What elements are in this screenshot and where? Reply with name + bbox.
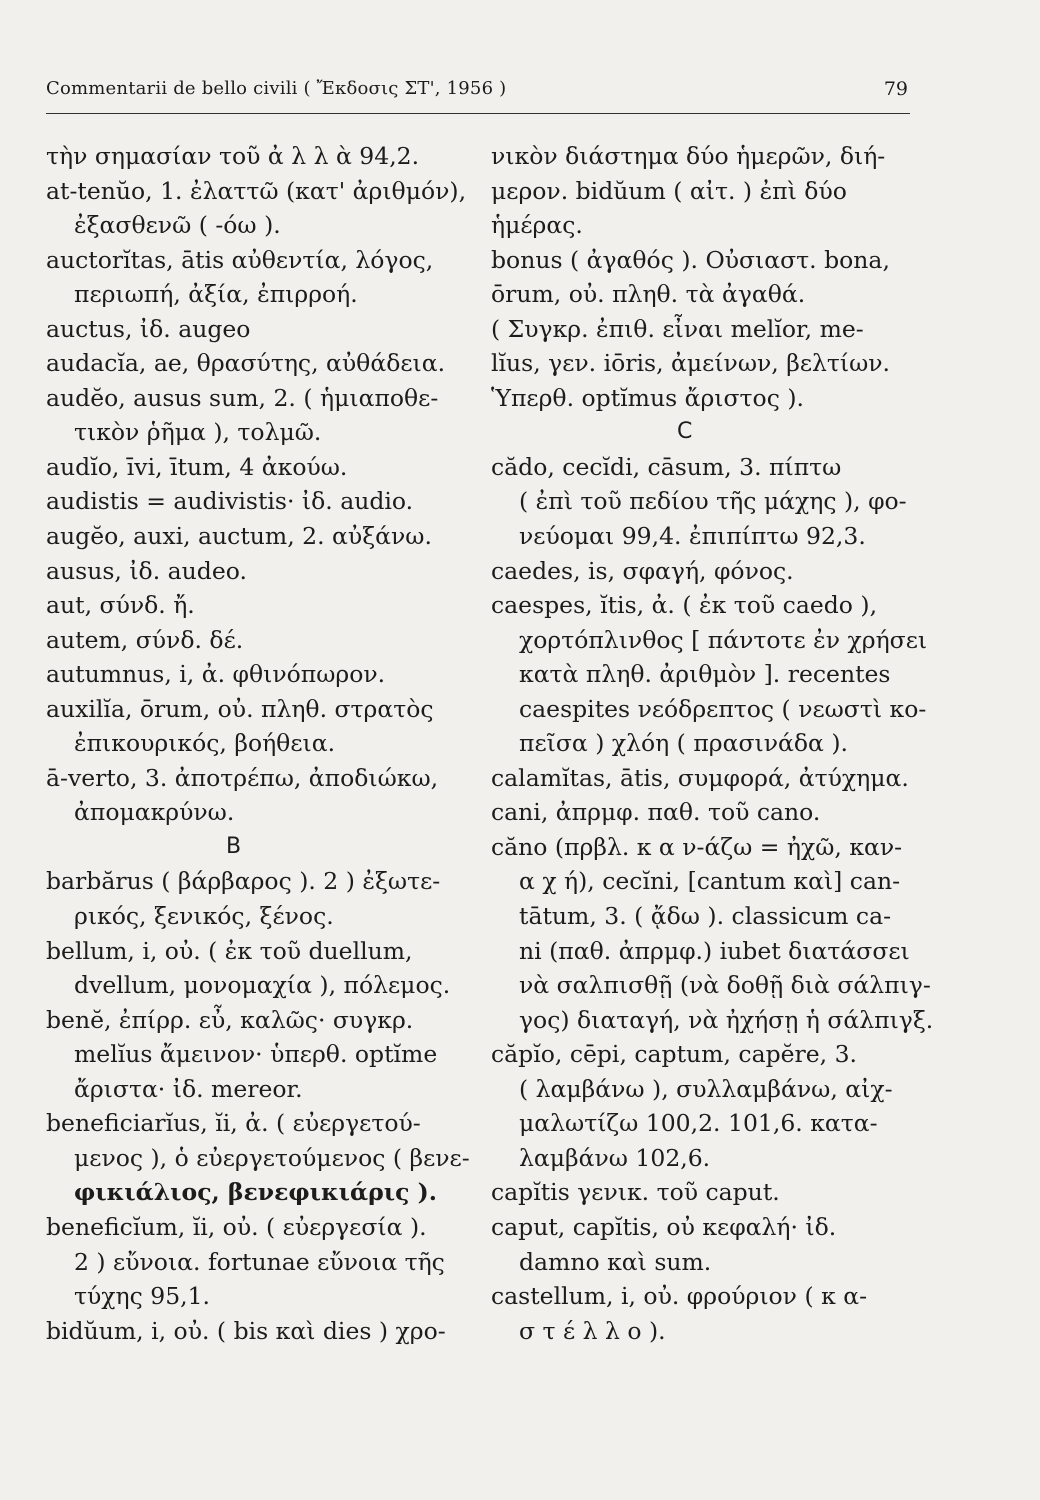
section-letter-b: B [226,833,242,859]
right-line: κατὰ πληθ. ἀριθμὸν ]. recentes [519,660,891,689]
right-line: calamĭtas, ātis, συμφορά, ἀτύχημα. [491,763,909,792]
left-line: audistis = audivistis· ἰδ. audio. [46,487,414,516]
left-line: aut, σύνδ. ἤ. [46,591,195,620]
left-line: ā-verto, 3. ἀποτρέπω, ἀποδιώκω, [46,763,439,792]
right-line: α χ ή), cecĭni, [cantum καὶ] can- [519,867,901,896]
right-line: μερον. bidŭum ( αἰτ. ) ἐπὶ δύο [491,176,847,205]
right-column [491,139,934,1348]
left-line: beneficĭum, ĭi, οὐ. ( εὐεργεσία ). [46,1212,427,1241]
left-line: benĕ, ἐπίρρ. εὖ, καλῶς· συγκρ. [46,1005,414,1034]
left-line: barbărus ( βάρβαρος ). 2 ) ἐξωτε- [46,867,441,896]
right-line: caput, capĭtis, οὐ κεφαλή· ἰδ. [491,1212,837,1241]
left-line: beneficiarĭus, ĭi, ἀ. ( εὐεργετού- [46,1109,421,1138]
right-line: căno (πρβλ. κ α ν-άζω = ἠχῶ, καν- [491,832,903,861]
right-line: caespites νεόδρεπτος ( νεωστὶ κο- [519,694,927,723]
right-line: Ὑπερθ. optĭmus ἄριστος ). [491,383,804,412]
right-line: νὰ σαλπισθῇ (νὰ δοθῇ διὰ σάλπιγ- [519,971,931,1000]
right-line: castellum, i, οὐ. φρούριον ( κ α- [491,1282,868,1311]
left-line: melĭus ἄμεινον· ὑπερθ. optĭme [74,1040,438,1069]
left-line: τὴν σημασίαν τοῦ ἀ λ λ ὰ 94,2. [46,142,420,170]
right-line: ἡμέρας. [491,211,583,240]
left-line: dvellum, μονομαχία ), πόλεμος. [74,971,451,1000]
right-line: caespes, ĭtis, ἀ. ( ἐκ τοῦ caedo ), [491,591,878,620]
left-line: at-tenŭo, 1. ἐλαττῶ (κατ' ἀριθμόν), [46,176,467,205]
running-header [46,74,910,114]
right-line: ( Συγκρ. ἐπιθ. εἶναι melĭor, me- [491,314,864,343]
left-line: audacĭa, ae, θρασύτης, αὐθάδεια. [46,349,446,378]
left-line: audĭo, īvi, ītum, 4 ἀκούω. [46,452,348,481]
right-line: cădo, cecĭdi, cāsum, 3. πίπτω [491,452,842,481]
left-line: ἄριστα· ἰδ. mereor. [74,1074,303,1103]
left-line: φικιάλιος, βενεφικιάρις ). [74,1178,437,1207]
right-line: cani, ἀπρμφ. παθ. τοῦ cano. [491,798,821,827]
left-line: auctus, ἰδ. augeo [46,314,251,343]
left-line: bidŭum, i, οὐ. ( bis καὶ dies ) χρο- [46,1316,446,1345]
left-line: 2 ) εὔνοια. fortunae εὔνοια τῆς [74,1247,445,1276]
left-line: τύχης 95,1. [74,1282,211,1311]
left-line: autumnus, i, ἀ. φθινόπωρον. [46,660,386,689]
left-line: autem, σύνδ. δέ. [46,625,244,654]
left-line: τικὸν ῥῆμα ), τολμῶ. [74,418,322,447]
left-line: ἀπομακρύνω. [74,798,235,827]
right-line: tātum, 3. ( ᾄδω ). classicum ca- [519,902,892,931]
right-line: caedes, is, σφαγή, φόνος. [491,556,794,585]
left-line: μενος ), ὁ εὐεργετούμενος ( βενε- [74,1143,470,1172]
page-number: 79 [883,78,908,100]
header-title: Commentarii de bello civili ( Ἔκδοσις ΣΤ', 1956 ) [46,78,507,99]
right-line: νεύομαι 99,4. ἐπιπίπτω 92,3. [519,522,866,551]
left-line: ἐπικουρικός, βοήθεια. [74,729,336,758]
right-line: ni (παθ. ἀπρμφ.) iubet διατάσσει [519,936,910,965]
right-line: ( λαμβάνω ), συλλαμβάνω, αἰχ- [519,1074,893,1103]
right-line: căpĭo, cēpi, captum, capĕre, 3. [491,1040,858,1069]
right-line: capĭtis γενικ. τοῦ caput. [491,1178,780,1207]
header-rule [46,113,910,114]
right-line: νικὸν διάστημα δύο ἡμερῶν, διή- [491,142,886,170]
section-letter-c: C [677,419,693,445]
left-line: ρικός, ξενικός, ξένος. [74,902,334,931]
left-line: auxilĭa, ōrum, οὐ. πληθ. στρατὸς [46,694,434,723]
right-line: μαλωτίζω 100,2. 101,6. κατα- [519,1109,878,1138]
right-line: lĭus, γεν. iōris, ἀμείνων, βελτίων. [491,349,891,378]
left-column [46,139,470,1348]
left-line: auctorĭtas, ātis αὐθεντία, λόγος, [46,245,434,274]
right-line: ōrum, οὐ. πληθ. τὰ ἀγαθά. [491,280,806,309]
right-line: χορτόπλινθος [ πάντοτε ἐν χρήσει [519,625,928,654]
right-line: damno καὶ sum. [519,1247,712,1276]
right-line: bonus ( ἀγαθός ). Οὐσιαστ. bona, [491,245,890,274]
left-line: ἐξασθενῶ ( -όω ). [74,211,281,240]
left-line: augĕo, auxi, auctum, 2. αὐξάνω. [46,522,432,551]
right-line: γος) διαταγή, νὰ ἠχήσῃ ἡ σάλπιγξ. [519,1005,934,1034]
left-line: ausus, ἰδ. audeo. [46,556,247,585]
left-line: audĕo, ausus sum, 2. ( ἡμιαποθε- [46,383,439,412]
right-line: πεῖσα ) χλόη ( πρασινάδα ). [519,729,848,758]
left-line: bellum, i, οὐ. ( ἐκ τοῦ duellum, [46,936,413,965]
left-line: περιωπή, ἀξία, ἐπιρροή. [74,280,358,309]
right-line: σ τ έ λ λ ο ). [519,1316,666,1345]
right-line: λαμβάνω 102,6. [519,1143,711,1172]
right-line: ( ἐπὶ τοῦ πεδίου τῆς μάχης ), φο- [519,487,907,516]
